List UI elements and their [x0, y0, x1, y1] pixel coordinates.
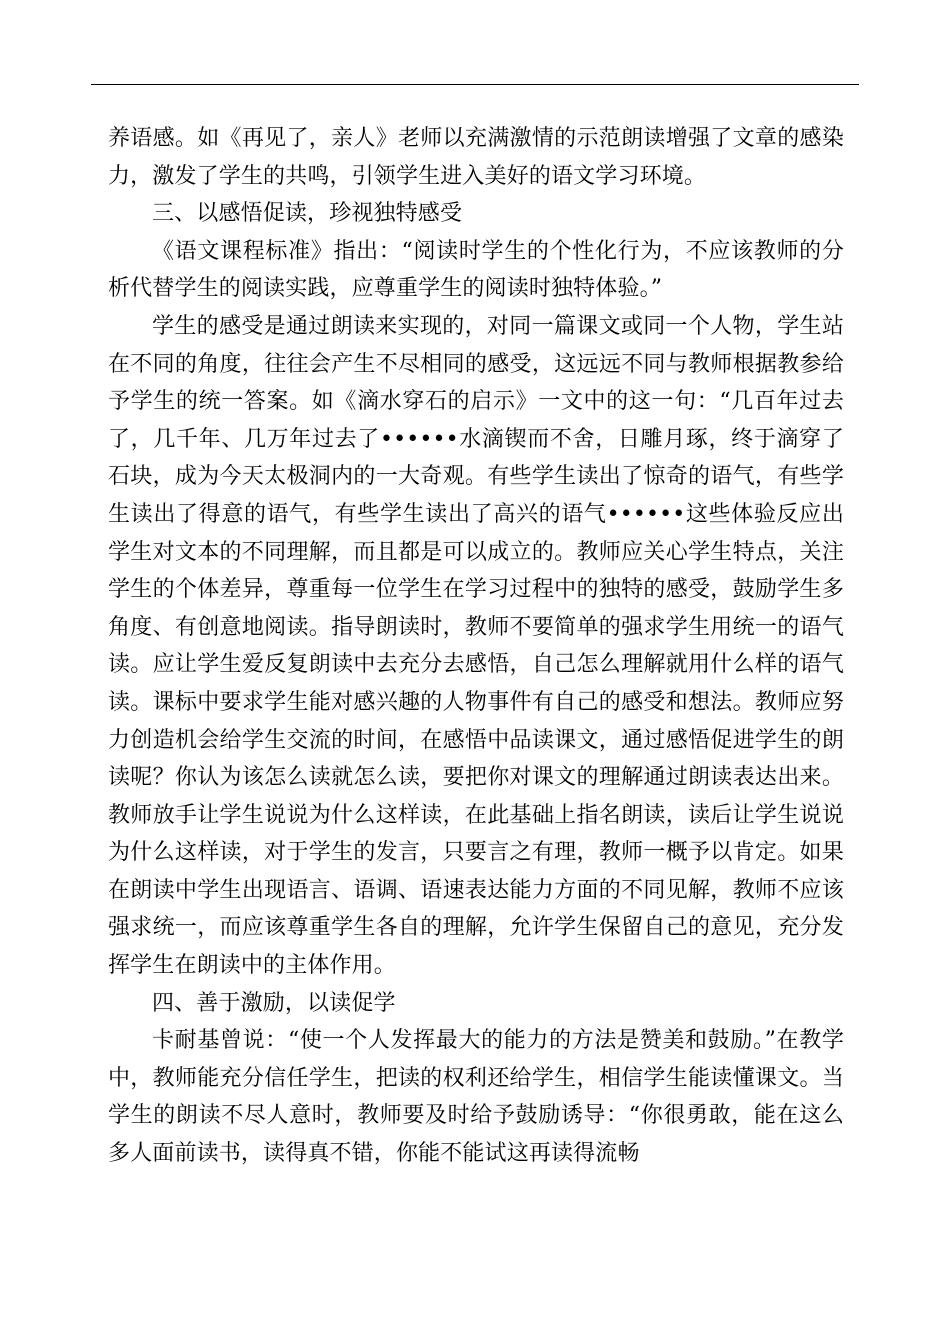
paragraph-continuation: 养语感。如《再见了，亲人》老师以充满激情的示范朗读增强了文章的感染力，激发了学生的共鸣，引领学生进入美好的语文学习环境。 — [108, 126, 844, 189]
section-heading-4: 四、善于激励，以读促学 — [152, 990, 396, 1016]
body-text — [108, 120, 844, 1173]
section-heading-3: 三、以感悟促读，珍视独特感受 — [152, 201, 463, 227]
paragraph-student-feelings: 学生的感受是通过朗读来实现的，对同一篇课文或同一个人物，学生站在不同的角度，往往会产生不尽相同的感受，这远远不同与教师根据教参给予学生的统一答案。如《滴水穿石的启示》一文中的这一句：“几百年过去了，几千年、几万年过去了••••••水滴锲而不舍，日雕月琢，终于滴穿了石块，成为今天太极洞内的一大奇观。有些学生读出了惊奇的语气，有些学生读出了得意的语气，有些学生读出了高兴的语气••••••这些体验反应出学生对文本的不同理解，而且都是可以成立的。教师应关心学生特点，关注学生的个体差异，尊重每一位学生在学习过程中的独特的感受，鼓励学生多角度、有创意地阅读。指导朗读时，教师不要简单的强求学生用统一的语气读。应让学生爱反复朗读中去充分去感悟，自己怎么理解就用什么样的语气读。课标中要求学生能对感兴趣的人物事件有自己的感受和想法。教师应努力创造机会给学生交流的时间，在感悟中品读课文，通过感悟促进学生的朗读呢？你认为该怎么读就怎么读，要把你对课文的理解通过朗读表达出来。教师放手让学生说说为什么这样读，在此基础上指名朗读，读后让学生说说为什么这样读，对于学生的发言，只要言之有理，教师一概予以肯定。如果在朗读中学生出现语言、语调、语速表达能力方面的不同见解，教师不应该强求统一，而应该尊重学生各自的理解，允许学生保留自己的意见，充分发挥学生在朗读中的主体作用。 — [108, 313, 844, 979]
header-rule — [91, 84, 859, 85]
paragraph-carnegie-quote: 卡耐基曾说：“使一个人发挥最大的能力的方法是赞美和鼓励。”在教学中，教师能充分信任学生，把读的权利还给学生，相信学生能读懂课文。当学生的朗读不尽人意时，教师要及时给予鼓励诱导：“你很勇敢，能在这么多人面前读书，读得真不错，你能不能试这再读得流畅 — [108, 1028, 844, 1167]
paragraph-quote-standard: 《语文课程标准》指出：“阅读时学生的个性化行为，不应该教师的分析代替学生的阅读实践，应尊重学生的阅读时独特体验。” — [108, 238, 844, 302]
